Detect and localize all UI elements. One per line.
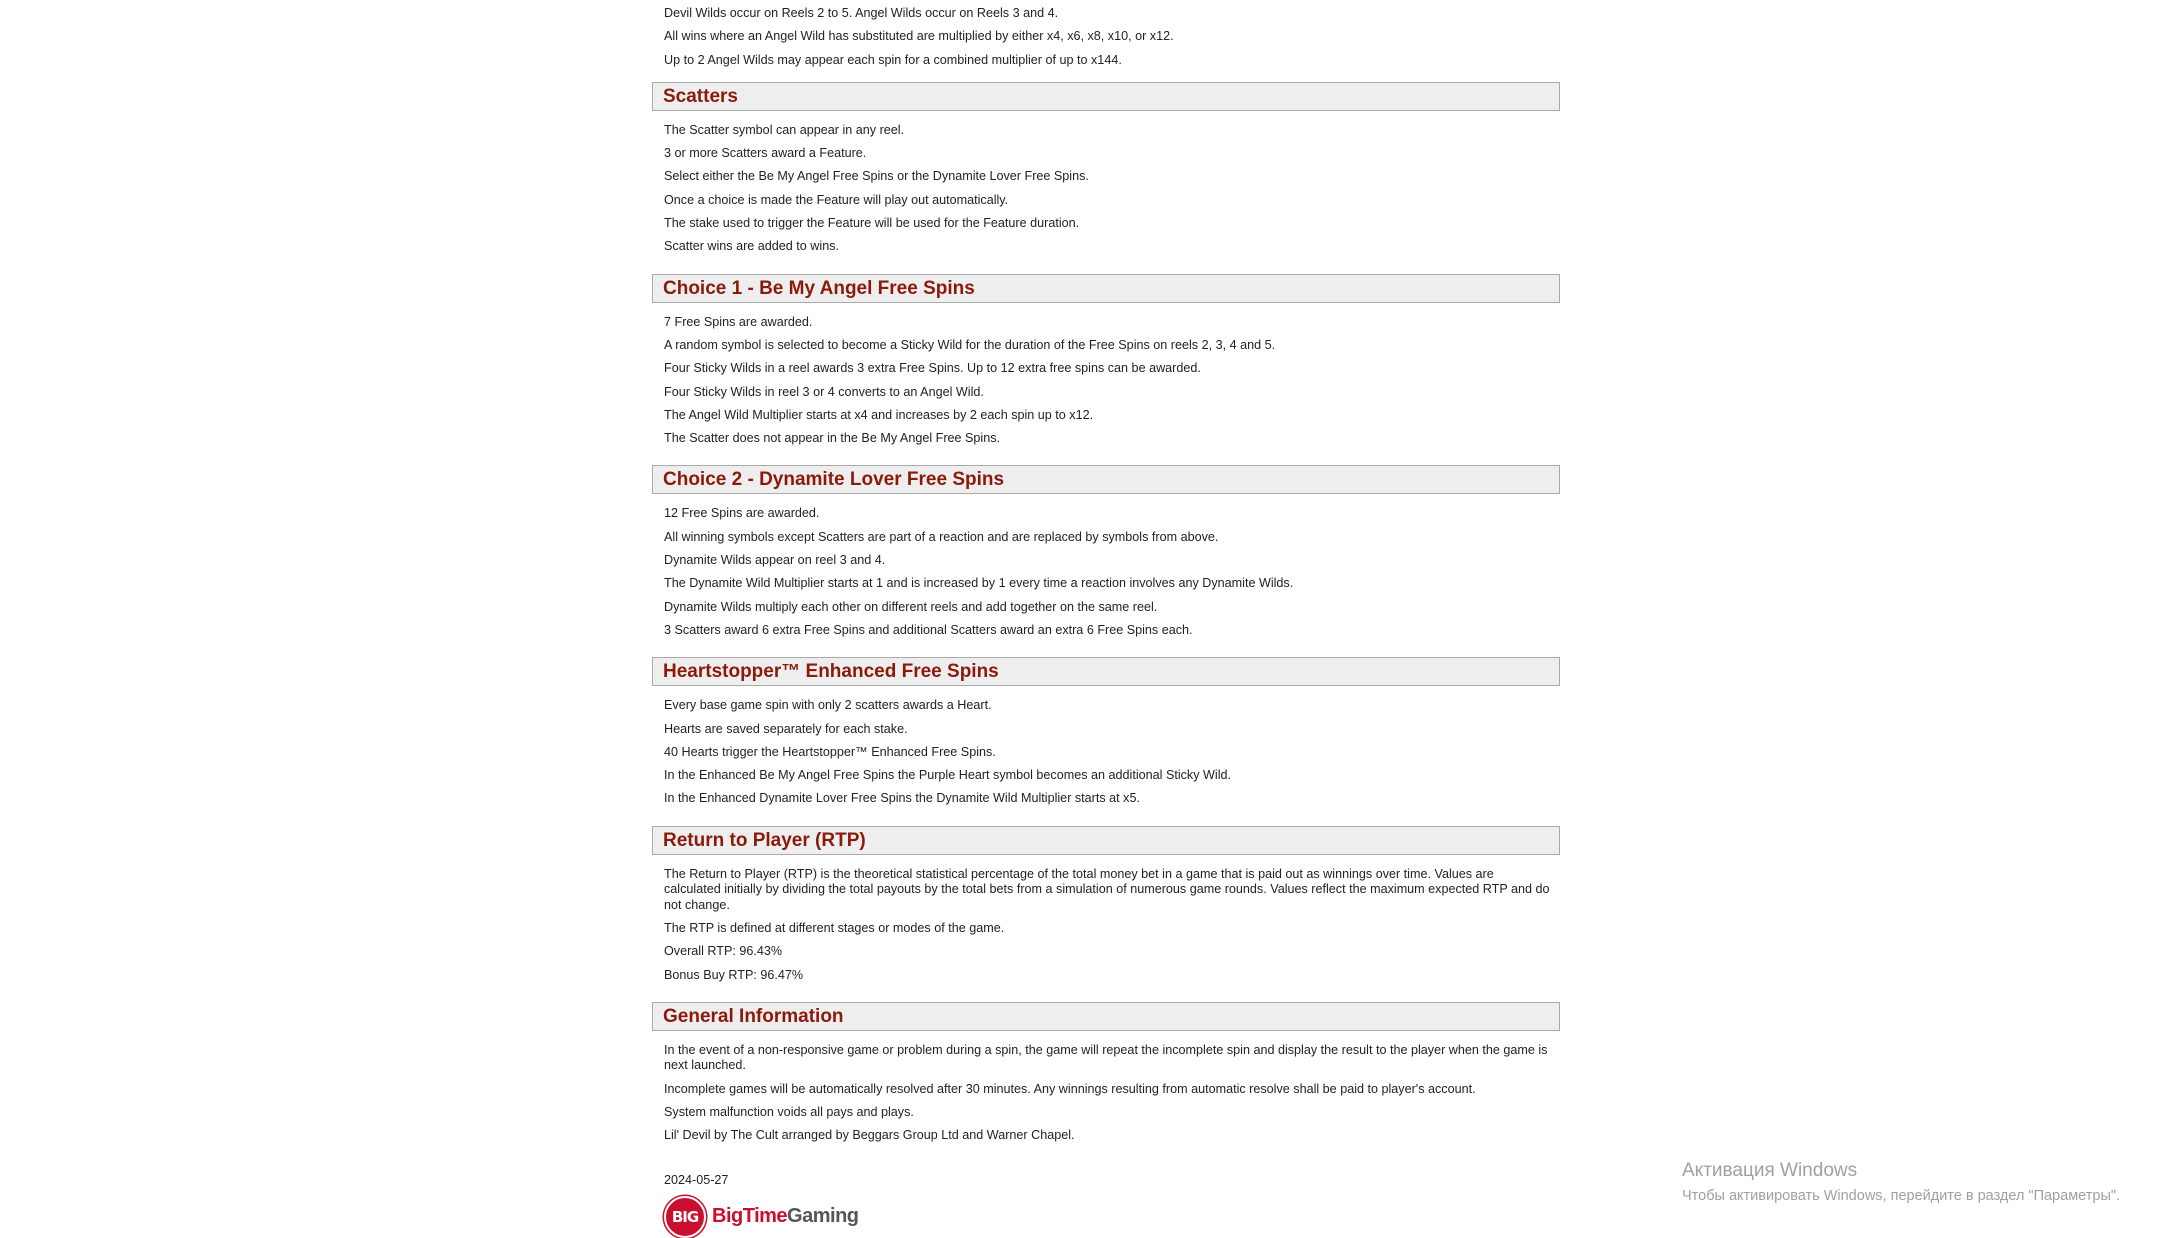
section-body — [652, 111, 1560, 274]
section-line: Four Sticky Wilds in a reel awards 3 extra Free Spins. Up to 12 extra free spins can be awarded. — [664, 361, 1201, 376]
section-line: System malfunction voids all pays and plays. — [664, 1105, 914, 1119]
section-line: Hearts are saved separately for each stake. — [664, 721, 908, 736]
section-title: Return to Player (RTP) — [663, 829, 866, 851]
section-be-my-angel — [652, 274, 1560, 466]
section-line: Four Sticky Wilds in reel 3 or 4 converts to an Angel Wild. — [664, 384, 984, 399]
section-body — [652, 686, 1560, 825]
big-time-gaming-logo — [664, 1196, 1560, 1238]
section-line: The Return to Player (RTP) is the theoretical statistical percentage of the total money bet in a game that is paid out as winnings over time. Values are calculated initially by dividing the total payouts by the total bets from a simulation of numerous game rounds. Values reflect the maximum expected RTP and do not change. — [664, 866, 1550, 912]
section-line: The RTP is defined at different stages or modes of the game. — [664, 921, 1005, 936]
section-title: Heartstopper™ Enhanced Free Spins — [663, 661, 999, 683]
watermark-subtitle: Чтобы активировать Windows, перейдите в раздел "Параметры". — [1682, 1188, 2121, 1204]
section-line: The Angel Wild Multiplier starts at x4 and increases by 2 each spin up to x12. — [664, 407, 1094, 422]
bonus-buy-rtp: Bonus Buy RTP: 96.47% — [664, 967, 804, 982]
watermark-title: Активация Windows — [1682, 1160, 1858, 1181]
logo-gaming-text: Gaming — [787, 1205, 859, 1228]
section-line: Dynamite Wilds appear on reel 3 and 4. — [664, 553, 886, 568]
logo-wordmark — [712, 1205, 859, 1228]
section-body — [652, 303, 1560, 466]
intro-line: Devil Wilds occur on Reels 2 to 5. Angel Wilds occur on Reels 3 and 4. — [664, 6, 1059, 20]
section-header — [652, 1002, 1560, 1031]
overall-rtp: Overall RTP: 96.43% — [664, 944, 783, 959]
section-line: Scatter wins are added to wins. — [664, 239, 840, 254]
help-content — [652, 0, 1560, 1238]
section-line: Select either the Be My Angel Free Spins or the Dynamite Lover Free Spins. — [664, 169, 1089, 184]
section-line: The stake used to trigger the Feature will be used for the Feature duration. — [664, 216, 1080, 231]
release-date: 2024-05-27 — [664, 1172, 729, 1187]
section-title: Choice 2 - Dynamite Lover Free Spins — [663, 469, 1005, 491]
section-body — [652, 494, 1560, 657]
section-line: Dynamite Wilds multiply each other on different reels and add together on the same reel. — [664, 599, 1158, 614]
section-line: 3 or more Scatters award a Feature. — [664, 146, 867, 161]
section-line: 40 Hearts trigger the Heartstopper™ Enhanced Free Spins. — [664, 744, 996, 759]
section-heartstopper — [652, 657, 1560, 825]
section-line: The Scatter does not appear in the Be My Angel Free Spins. — [664, 431, 1001, 446]
intro-line: All wins where an Angel Wild has substituted are multiplied by either x4, x6, x8, x10, or x12. — [664, 29, 1174, 44]
section-body — [652, 855, 1560, 1002]
section-dynamite-lover — [652, 465, 1560, 657]
section-title: Scatters — [663, 85, 738, 107]
logo-brand-text: BigTime — [712, 1205, 788, 1228]
section-title: Choice 1 - Be My Angel Free Spins — [663, 277, 975, 299]
section-line: The Scatter symbol can appear in any reel. — [664, 122, 905, 137]
section-title: General Information — [663, 1005, 844, 1027]
section-line: All winning symbols except Scatters are part of a reaction and are replaced by symbols from above. — [664, 529, 1219, 544]
windows-activation-watermark — [1682, 1159, 2162, 1205]
section-header — [652, 274, 1560, 303]
section-line: The Dynamite Wild Multiplier starts at 1 and is increased by 1 every time a reaction involves any Dynamite Wilds. — [664, 576, 1294, 591]
section-line: Once a choice is made the Feature will play out automatically. — [664, 192, 1009, 207]
section-line: In the Enhanced Dynamite Lover Free Spins the Dynamite Wild Multiplier starts at x5. — [664, 791, 1140, 806]
section-scatters — [652, 82, 1560, 274]
section-line: A random symbol is selected to become a Sticky Wild for the duration of the Free Spins on reels 2, 3, 4 and 5. — [664, 337, 1276, 352]
section-line: 7 Free Spins are awarded. — [664, 314, 813, 329]
section-line: In the event of a non-responsive game or problem during a spin, the game will repeat the incomplete spin and display the result to the player when the game is next launched. — [664, 1042, 1548, 1073]
section-line: 3 Scatters award 6 extra Free Spins and additional Scatters award an extra 6 Free Spins each. — [664, 622, 1193, 637]
section-rtp — [652, 826, 1560, 1002]
section-line: In the Enhanced Be My Angel Free Spins the Purple Heart symbol becomes an additional Sticky Wild. — [664, 768, 1232, 783]
section-body — [652, 1031, 1560, 1163]
big-badge-icon: BIG — [664, 1196, 706, 1238]
section-header — [652, 826, 1560, 855]
section-header — [652, 465, 1560, 494]
section-line: Lil' Devil by The Cult arranged by Beggars Group Ltd and Warner Chapel. — [664, 1128, 1075, 1143]
section-header — [652, 657, 1560, 686]
section-line: Incomplete games will be automatically resolved after 30 minutes. Any winnings resulting from automatic resolve shall be paid to player's account. — [664, 1081, 1476, 1096]
intro-line: Up to 2 Angel Wilds may appear each spin for a combined multiplier of up to x144. — [664, 52, 1122, 67]
section-line: Every base game spin with only 2 scatters awards a Heart. — [664, 698, 992, 713]
section-header — [652, 82, 1560, 111]
intro-block — [652, 0, 1560, 82]
section-general-information — [652, 1002, 1560, 1163]
section-line: 12 Free Spins are awarded. — [664, 506, 820, 521]
